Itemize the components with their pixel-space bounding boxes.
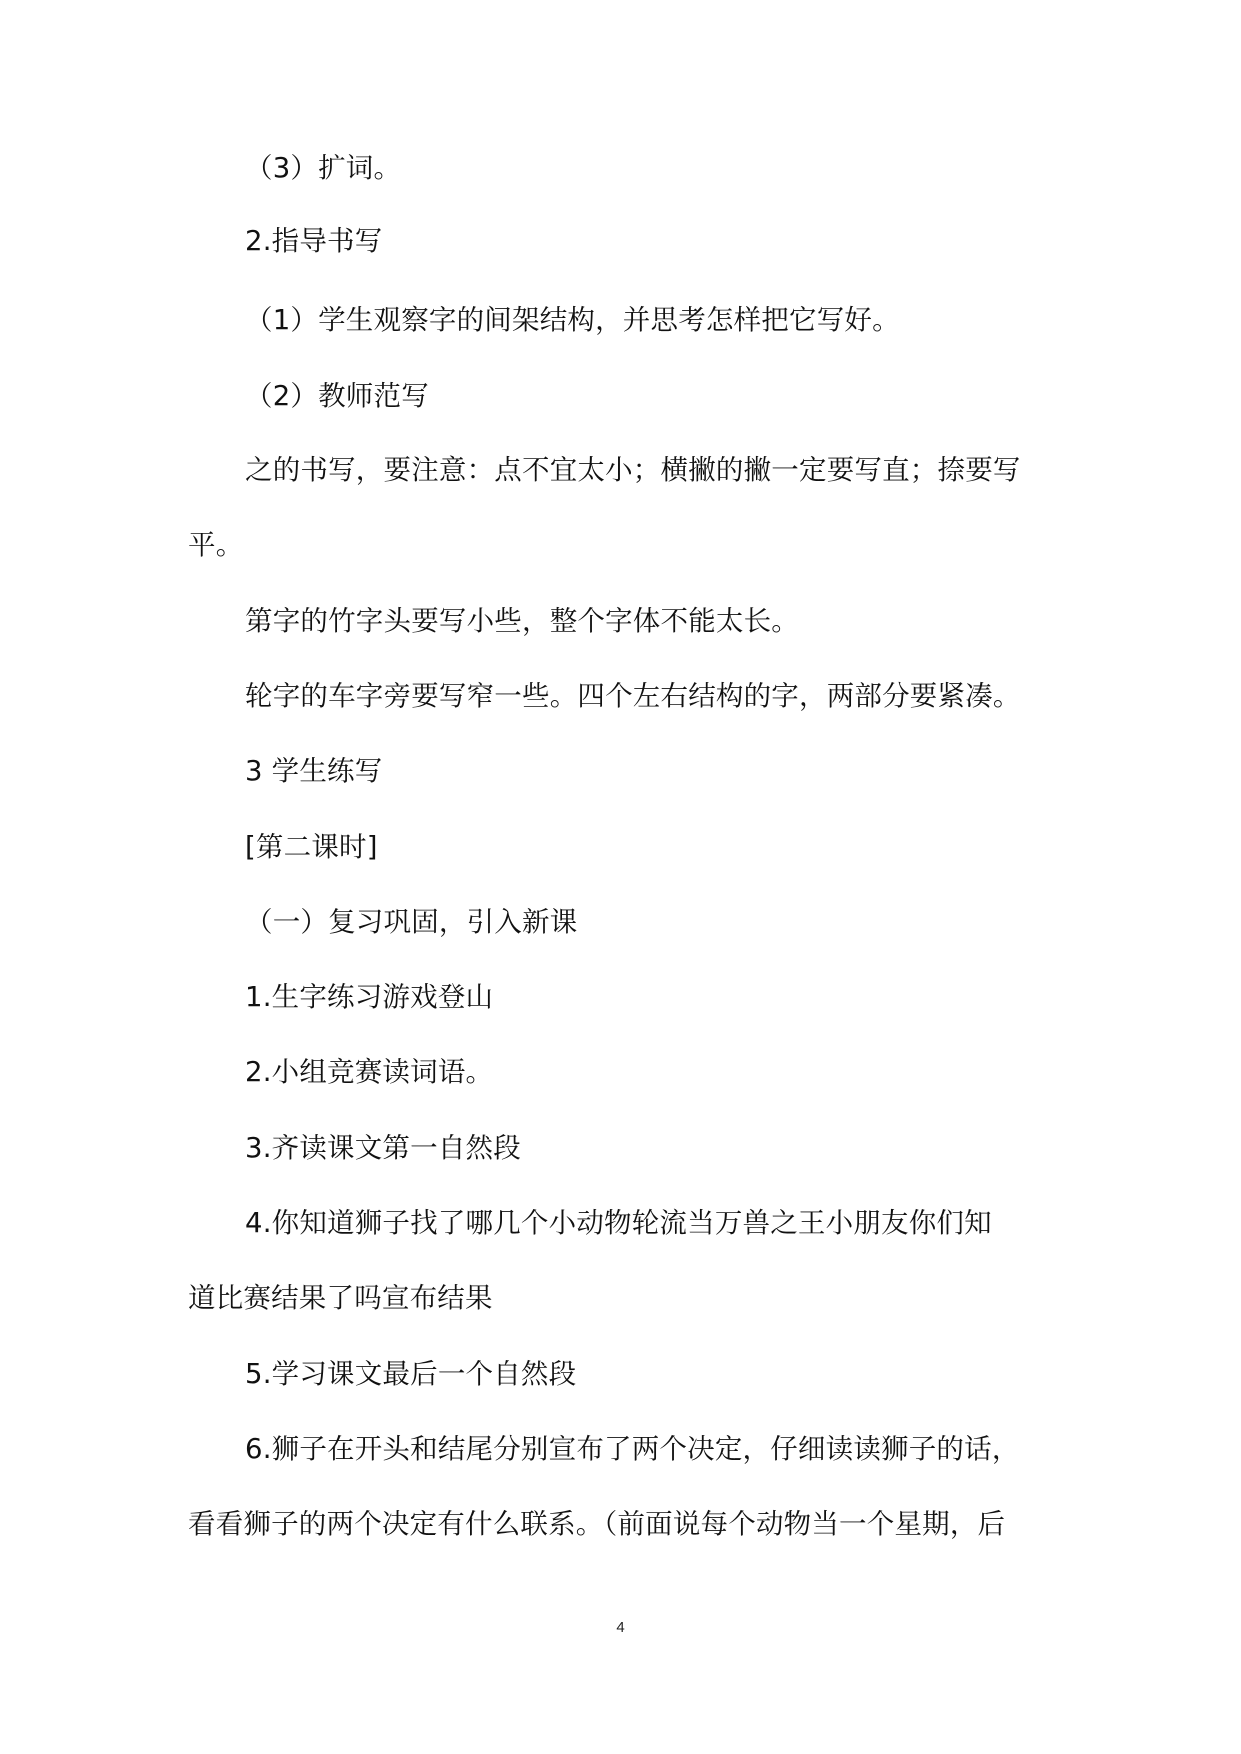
- text-line: 6.狮子在开头和结尾分别宣布了两个决定，仔细读读狮子的话，: [245, 1433, 1020, 1465]
- text-line: 3.齐读课文第一自然段: [245, 1132, 521, 1164]
- text-line: （1）学生观察字的间架结构，并思考怎样把它写好。: [245, 304, 900, 336]
- text-line: 1.生字练习游戏登山: [245, 981, 494, 1013]
- text-line: 第字的竹字头要写小些，整个字体不能太长。: [245, 605, 799, 637]
- text-line: （3）扩词。: [245, 152, 402, 184]
- text-line: 之的书写，要注意：点不宜太小；横撇的撇一定要写直；捺要写: [245, 454, 1021, 486]
- text-line: 5.学习课文最后一个自然段: [245, 1358, 577, 1390]
- text-line: （2）教师范写: [245, 380, 429, 412]
- text-line: 4.你知道狮子找了哪几个小动物轮流当万兽之王小朋友你们知: [245, 1207, 992, 1239]
- text-line: [第二课时]: [245, 831, 378, 863]
- text-line: 平。: [188, 529, 244, 561]
- text-line: 3 学生练写: [245, 755, 383, 787]
- text-line: 2.小组竞赛读词语。: [245, 1056, 494, 1088]
- text-line: （一）复习巩固，引入新课: [245, 906, 578, 938]
- text-line: 道比赛结果了吗宣布结果: [188, 1282, 493, 1314]
- page-number: 4: [616, 1619, 625, 1636]
- text-line: 2.指导书写: [245, 225, 383, 257]
- text-line: 轮字的车字旁要写窄一些。四个左右结构的字，两部分要紧凑。: [245, 680, 1021, 712]
- text-line: 看看狮子的两个决定有什么联系。（前面说每个动物当一个星期，后: [188, 1508, 1006, 1540]
